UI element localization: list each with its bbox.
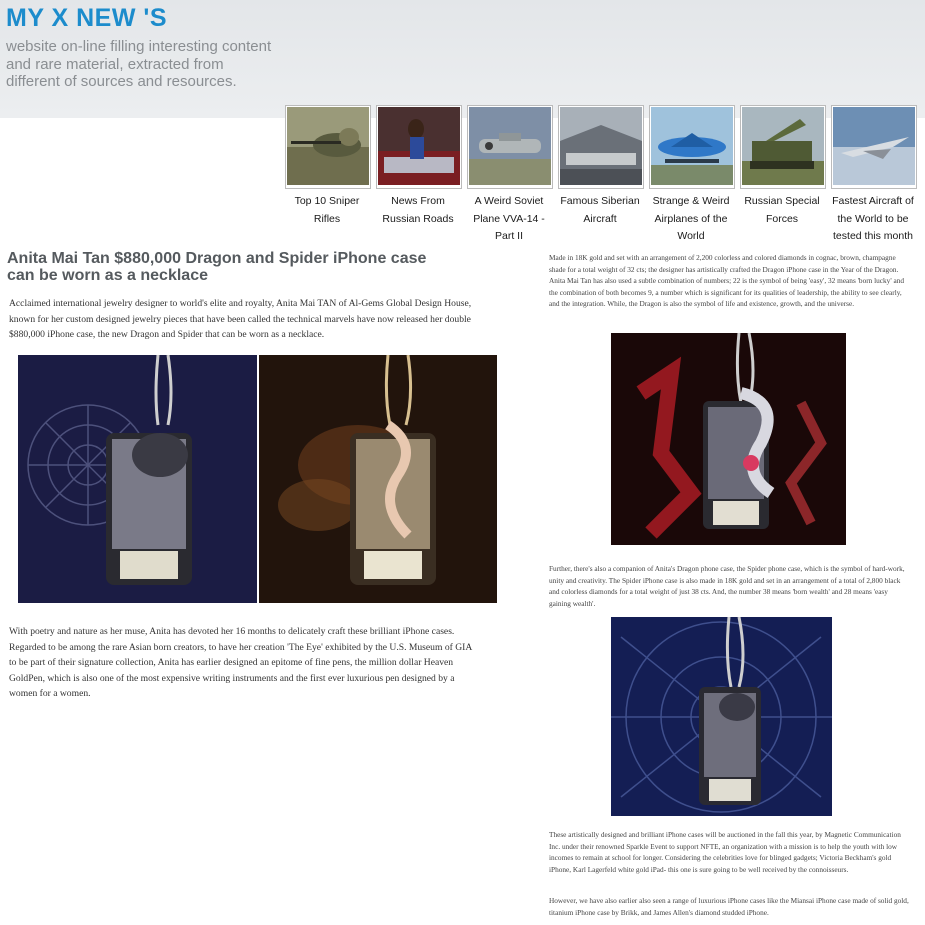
related-caption[interactable]: Russian Special Forces [744,195,820,225]
military-vehicle-photo [742,107,824,185]
related-caption[interactable]: News From Russian Roads [382,195,454,225]
related-post[interactable] [283,105,371,228]
article-para-spider: Further, there's also a companion of Anita's Dragon phone case, the Spider phone case, which is the symbol of hard-work, unity and creativity. The Spider iPhone case is also made in 18K gold and set in an arrangement of a total of 2,800 black and colorless diamonds for a total weight of just 38 cts. And, the number 38 means 'born wealth' and 28 means 'easy gaining wealth'. [549,564,905,608]
plane-photo [469,107,551,185]
fast-aircraft-photo [833,107,915,185]
article-para-more: However, we have also earlier also seen a range of luxurious iPhone cases like the Miansai iPhone case made of solid gold, titanium iPhone case by Brikk, and James Allen's diamond studded iPhone. [549,896,909,917]
related-thumbnail[interactable] [558,105,644,189]
article-intro: Acclaimed international jewelry designer to world's elite and royalty, Anita Mai TAN of Al-Gems Global Design House, known for her custom designed jewelry pieces that have been called the technical marvels have now released her double $880,000 iPhone case, the new Dragon and Spider that can be worn as a necklace. [9,298,472,340]
related-caption[interactable]: A Weird Soviet Plane VVA-14 - Part II [473,195,545,242]
blue-jet-photo [651,107,733,185]
dragon-case-photo [611,333,846,545]
article-para-muse: With poetry and nature as her muse, Anita has devoted her 16 months to delicately craft these brilliant iPhone cases. Regarded to be among the rare Asian born creators, to have her creation 'The Eye' exhibited by the U.S. Museum of GIA to be part of their signature collection, Anita has earlier designed an epitome of fine pens, the million dollar Heaven GoldPen, which is also one of the most expensive writing instruments and the first ever luxurious pen designed by a women for a women. [9,626,472,699]
site-header [0,0,925,118]
related-caption[interactable]: Fastest Aircraft of the World to be tested this month [832,195,914,242]
article-para-auction: These artistically designed and brilliant iPhone cases will be auctioned in the fall this year, by Magnetic Communication Inc. under their renowned Sparkle Event to support NFTE, an organization with a mission is to help the youth with low incomes to remain at school for longer. Considering the celebrities love for blinged gadgets; Victoria Beckham's gold iPhone, Karl Lagerfeld white gold iPad- this one is sure going to be well received by the connoisseurs. [549,830,901,874]
related-post[interactable] [829,105,917,246]
dragon-case-image [611,333,846,545]
related-post[interactable] [738,105,826,228]
related-thumbnail[interactable] [376,105,462,189]
hangar-photo [560,107,642,185]
related-thumbnail[interactable] [740,105,826,189]
spider-case-image [611,617,832,816]
related-post[interactable] [556,105,644,228]
phone-cases-image [18,355,497,603]
sniper-photo [287,107,369,185]
site-tagline: website on-line filling interesting content and rare material, extracted from different of sources and resources. [6,38,272,90]
related-post[interactable] [465,105,553,246]
dragon-spider-photo [18,355,497,603]
car-woman-photo [378,107,460,185]
related-thumbnail[interactable] [285,105,371,189]
related-post[interactable] [374,105,462,228]
article-para-gold: Made in 18K gold and set with an arrangement of 2,200 colorless and colored diamonds in cognac, brown, champagne shade for a total weight of 32 cts; the designer has artistically crafted the Dragon iPhone case in the Year of the Dragon. Anita Mai Tan has also used a subtle combination of numbers; 22 is the symbol of being 'easy', 32 means 'born lucky' and the combination of both becomes 9, a number which is significant for its qualities of leadership, the ability to see clearly, and the integration. While, the Dragon is also the symbol of life and existence, growth, and the universe. [549,253,905,308]
related-caption[interactable]: Famous Siberian Aircraft [560,195,640,225]
related-caption[interactable]: Strange & Weird Airplanes of the World [652,195,730,242]
article-title[interactable]: Anita Mai Tan $880,000 Dragon and Spider iPhone case can be worn as a necklace [7,250,427,284]
site-title[interactable]: MY X NEW 'S [6,4,168,32]
related-post[interactable] [647,105,735,246]
related-caption[interactable]: Top 10 Sniper Rifles [294,195,360,225]
related-thumbnail[interactable] [467,105,553,189]
spider-case-photo [611,617,832,816]
related-posts [283,105,925,245]
related-thumbnail[interactable] [649,105,735,189]
related-thumbnail[interactable] [831,105,917,189]
